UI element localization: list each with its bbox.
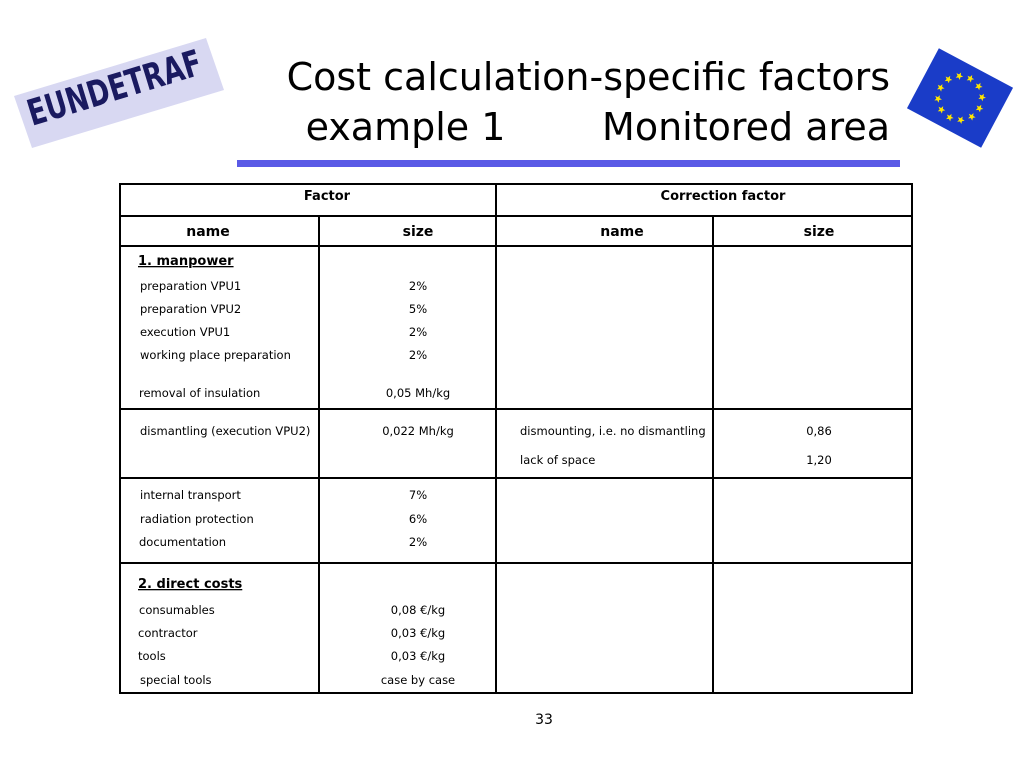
- row-corr-name: lack of space: [520, 453, 596, 467]
- row-name: special tools: [140, 673, 212, 687]
- row-name: dismantling (execution VPU2): [140, 424, 311, 438]
- row-name: documentation: [139, 535, 227, 549]
- header-corr-name: name: [600, 224, 644, 240]
- logo-text: EUNDETRAF: [22, 24, 268, 135]
- page-number: 33: [535, 712, 553, 728]
- row-size: 0,03 €/kg: [390, 626, 446, 640]
- row-size: 0,03 €/kg: [390, 649, 446, 663]
- row-size: 6%: [408, 512, 428, 526]
- row-size: 0,08 €/kg: [390, 603, 446, 617]
- row-size: 0,05 Mh/kg: [385, 386, 451, 400]
- row-corr-size: 1,20: [806, 453, 832, 467]
- row-size: 0,022 Mh/kg: [382, 424, 454, 438]
- row-name: execution VPU1: [140, 325, 231, 339]
- row-size: case by case: [380, 673, 456, 687]
- row-corr-size: 0,86: [806, 424, 832, 438]
- row-name: tools: [138, 649, 166, 663]
- section-direct-costs: 2. direct costs: [138, 577, 243, 592]
- row-name: working place preparation: [140, 348, 291, 362]
- row-name: radiation protection: [140, 512, 254, 526]
- row-name: preparation VPU1: [140, 279, 242, 293]
- row-name: consumables: [139, 603, 215, 617]
- header-corr-size: size: [803, 224, 835, 240]
- header-factor: Factor: [303, 189, 351, 204]
- row-corr-name: dismounting, i.e. no dismantling: [520, 424, 706, 438]
- header-size: size: [402, 224, 434, 240]
- header-correction-factor: Correction factor: [660, 189, 786, 204]
- row-size: 2%: [408, 325, 428, 339]
- row-name: contractor: [138, 626, 198, 640]
- row-size: 2%: [408, 279, 428, 293]
- row-name: internal transport: [140, 488, 241, 502]
- row-size: 2%: [408, 535, 428, 549]
- header-name: name: [186, 224, 230, 240]
- row-name: preparation VPU2: [140, 302, 242, 316]
- row-size: 5%: [408, 302, 428, 316]
- row-size: 7%: [408, 488, 428, 502]
- title-line-2: example 1 Monitored area: [305, 105, 890, 149]
- row-size: 2%: [408, 348, 428, 362]
- row-name: removal of insulation: [139, 386, 261, 400]
- title-line-1: Cost calculation-specific factors: [286, 55, 890, 99]
- section-manpower: 1. manpower: [138, 254, 234, 269]
